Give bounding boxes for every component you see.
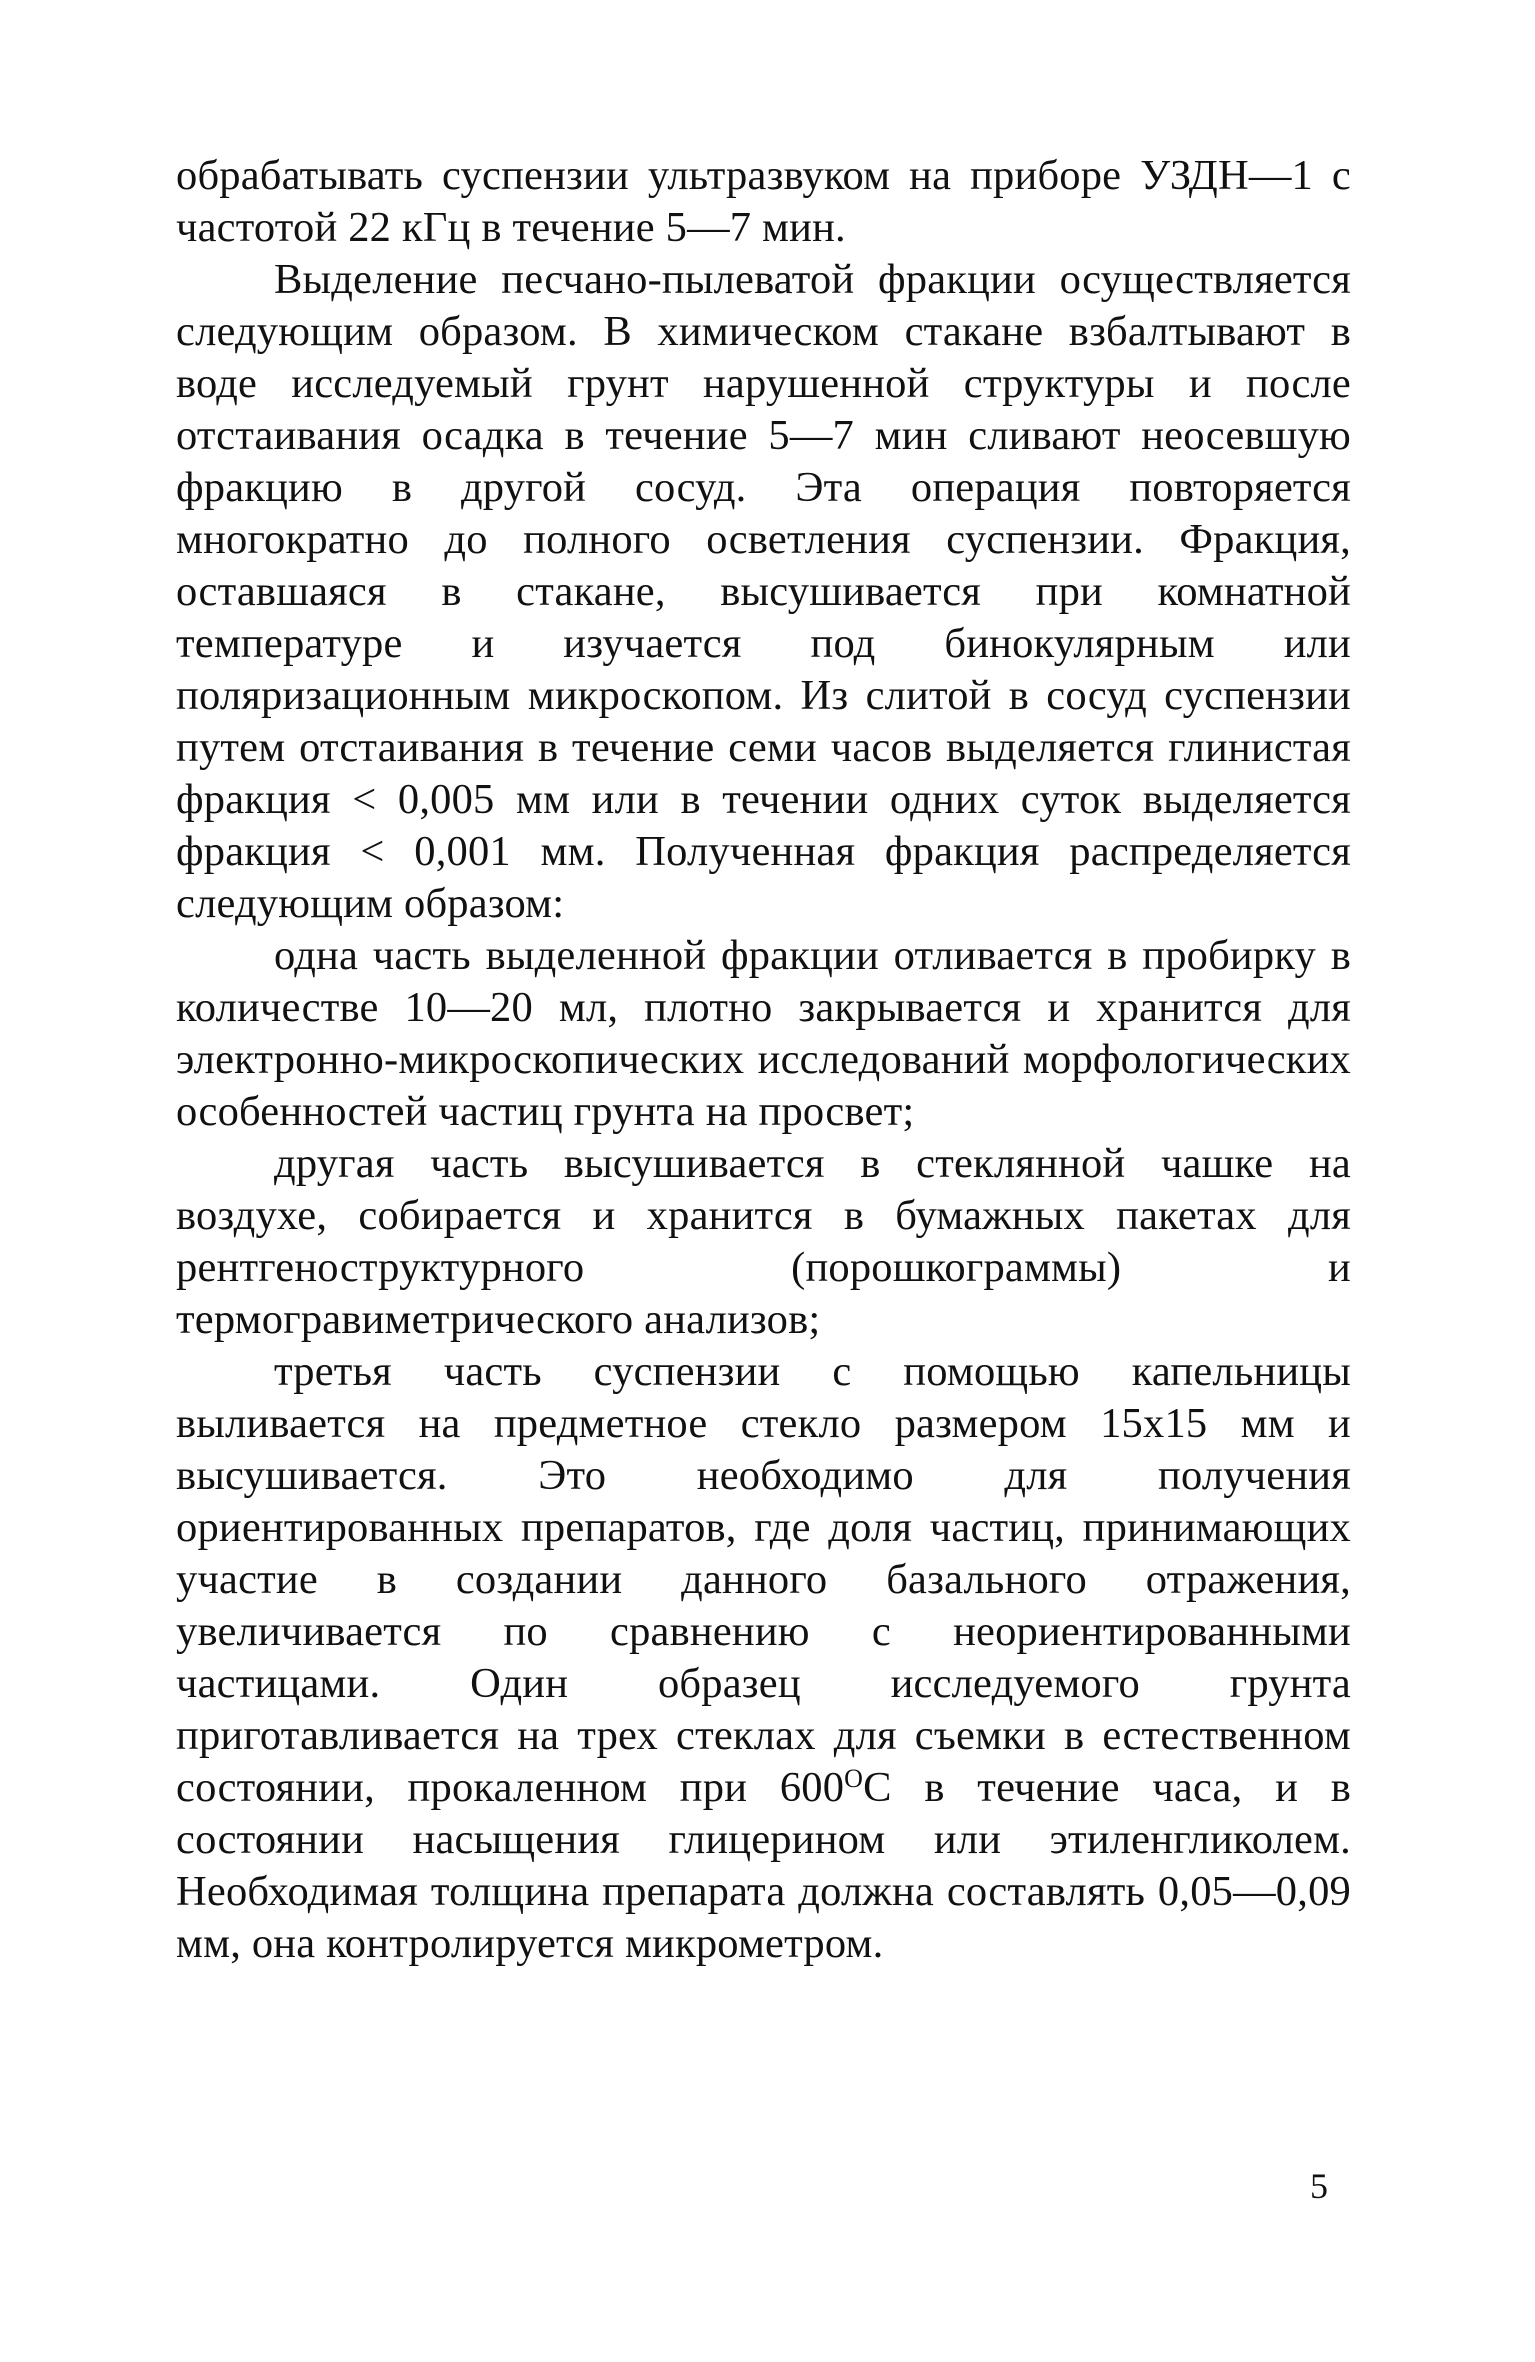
paragraph-second-portion: другая часть высушивается в стеклянной чашке на воздухе, собирается и хранится в бумажных пакетах для рентгеноструктурного (порошкограммы) и термогравиметрического анализов;	[176, 1140, 1351, 1343]
page-number: 5	[1310, 2166, 1328, 2206]
paragraph-ultrasound-treatment: обрабатывать суспензии ультразвуком на приборе УЗДН—1 с частотой 22 кГц в течение 5—7 мин.	[176, 152, 1351, 251]
degree-superscript: О	[844, 1764, 864, 1793]
paragraph-third-portion-text-b: С в течение часа, и в состоянии насыщения глицерином или этиленгликолем. Необходимая толщина препарата должна составлять 0,05—0,09 мм, она контролируется микрометром.	[176, 1764, 1351, 1967]
page-content	[176, 150, 1351, 1970]
paragraph-third-portion	[176, 1346, 1351, 1970]
paragraph-first-portion: одна часть выделенной фракции отливается в пробирку в количестве 10—20 мл, плотно закрывается и хранится для электронно-микроскопических исследований морфологических особенностей частиц грунта на просвет;	[176, 932, 1351, 1135]
paragraph-third-portion-text-a: третья часть суспензии с помощью капельницы выливается на предметное стекло размером 15х15 мм и высушивается. Это необходимо для получения ориентированных препаратов, где доля частиц, принимающих участие в создании данного базального отражения, увеличивается по сравнению с неориентированными частицами. Один образец исследуемого грунта приготавливается на трех стеклах для съемки в естественном состоянии, прокаленном при 600	[176, 1348, 1351, 1811]
paragraph-fraction-separation: Выделение песчано-пылеватой фракции осуществляется следующим образом. В химическом стакане взбалтывают в воде исследуемый грунт нарушенной структуры и после отстаивания осадка в течение 5—7 мин сливают неосевшую фракцию в другой сосуд. Эта операция повторяется многократно до полного осветления суспензии. Фракция, оставшаяся в стакане, высушивается при комнатной температуре и изучается под бинокулярным или поляризационным микроскопом. Из слитой в сосуд суспензии путем отстаивания в течение семи часов выделяется глинистая фракция < 0,005 мм или в течении одних суток выделяется фракция < 0,001 мм. Полученная фракция распределяется следующим образом:	[176, 256, 1351, 927]
